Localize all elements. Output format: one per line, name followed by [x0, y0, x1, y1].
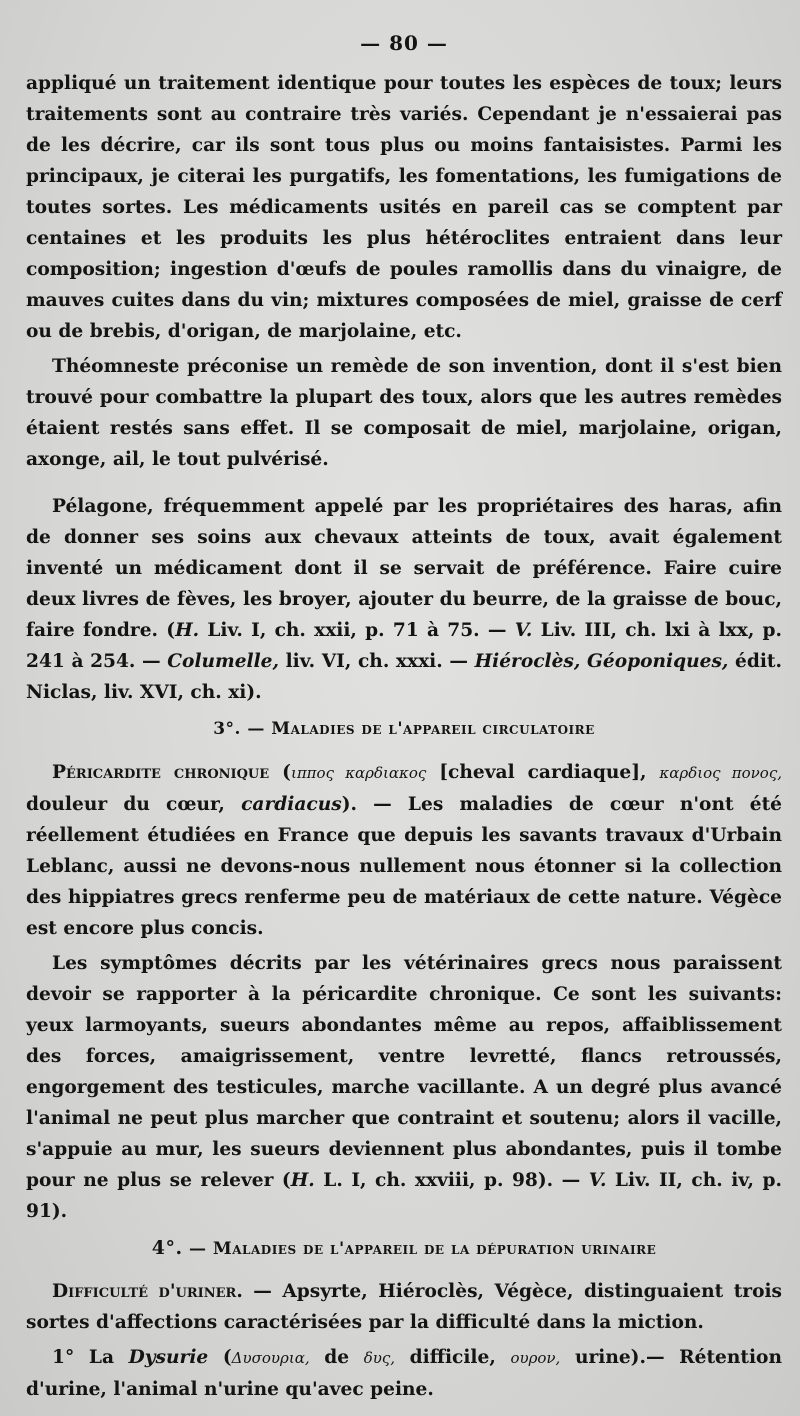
paragraph-pericarditis: Péricardite chronique (ιππος καρδιακος [cheval cardiaque], καρδιος πονος, douleur du cœur, cardiacus). — Les maladies de cœur n'ont été réellement étudiées en France que depuis les savants travaux d'Urbain Leblanc, aussi ne devons-nous nullement nous étonner si la collection des hippiatres grecs renferme peu de matériaux de cette nature. Végèce est encore plus concis.: [26, 762, 783, 939]
section-number: 3°.: [213, 719, 241, 739]
section-number: 4°.: [151, 1237, 183, 1259]
greek-term: καρδιος πονος,: [659, 764, 782, 782]
pelagone-ref-1: Liv. I, ch. xxii, p. 71 à 75. —: [199, 620, 515, 641]
greek-term: δυς,: [363, 1349, 396, 1367]
pelagone-ref-3: liv. VI, ch. xxxi. —: [278, 651, 475, 672]
section-heading-urinary: 4°. — Maladies de l'appareil de la dépuration urinaire: [151, 1237, 657, 1259]
term-pericarditis: Péricardite chronique: [52, 762, 270, 783]
paragraph-theomneste: Théomneste préconise un remède de son invention, dont il s'est bien trouvé pour combattre la plupart des toux, alors que les autres remèdes étaient restés sans effet. Il se composait de miel, marjolaine, origan, axonge, ail, le tout pulvérisé.: [26, 356, 782, 470]
term-difficulty-urinating: Difficulté d'uriner.: [52, 1281, 243, 1302]
pelagone-ref-4: édit. Niclas, liv. XVI, ch. xi).: [26, 651, 782, 703]
term-dysuria: Dysurie: [128, 1347, 209, 1368]
greek-term: ιππος καρδιακος: [290, 764, 427, 782]
ref-hierocles: Hiéroclès, Géoponiques,: [474, 651, 729, 672]
document-page: [26, 28, 782, 1405]
paragraph-difficulty-urinating: Difficulté d'uriner. — Apsyrte, Hiéroclès, Végèce, distinguaient trois sortes d'affections caractérisées par la difficulté dans la miction.: [26, 1281, 783, 1333]
section-title: Maladies de l'appareil de la dépuration urinaire: [212, 1239, 657, 1259]
page-number: — 80 —: [360, 31, 448, 55]
greek-term: ουρον,: [510, 1349, 561, 1367]
pelagone-ref-2: Liv. III, ch. lxi à lxx, p. 241 à 254. —: [26, 620, 783, 672]
latin-term: cardiacus: [241, 794, 342, 815]
paragraph-symptoms: Les symptômes décrits par les vétérinaires grecs nous paraissent devoir se rapporter à la péricardite chronique. Ce sont les suivants: yeux larmoyants, sueurs abondantes même au repos, affaiblissement des forces, amaigrissement, ventre levretté, flancs retroussés, engorgement des testicules, marche vacillante. A un degré plus avancé l'animal ne peut plus marcher que contraint et soutenu; alors il vacille, s'appuie au mur, les sueurs deviennent plus abondantes, puis il tombe pour ne plus se relever (H. L. I, ch. xxviii, p. 98). — V. Liv. II, ch. iv, p. 91).: [26, 953, 783, 1222]
section-heading-circulatory: 3°. — Maladies de l'appareil circulatoire: [213, 719, 595, 739]
ref-columelle: Columelle,: [167, 651, 279, 672]
ref-vegece: V.: [588, 1170, 607, 1191]
ref-vegece: V.: [514, 620, 533, 641]
paragraph-pelagone: [26, 491, 782, 708]
paragraph-dysuria: 1° La Dysurie (Δυσουρια, de δυς, difficile, ουρον, urine).— Rétention d'urine, l'animal n'urine qu'avec peine.: [26, 1347, 782, 1400]
ref-hippiatrica: H.: [290, 1170, 315, 1191]
ref-hippiatrica: H.: [175, 620, 200, 641]
section-title: Maladies de l'appareil circulatoire: [271, 719, 595, 739]
greek-term: Δυσουρια,: [231, 1349, 310, 1367]
pelagone-text: Pélagone, fréquemment appelé par les propriétaires des haras, afin de donner ses soins aux chevaux atteints de toux, avait également inventé un médicament dont il se servait de préférence. Faire cuire deux livres de fèves, les broyer, ajouter du beurre, de la graisse de bouc, faire fondre. (: [26, 496, 782, 641]
paragraph-cough-treatments: appliqué un traitement identique pour toutes les espèces de toux; leurs traitements sont au contraire très variés. Cependant je n'essaierai pas de les décrire, car ils sont tous plus ou moins fantaisistes. Parmi les principaux, je citerai les purgatifs, les fomentations, les fumigations de toutes sortes. Les médicaments usités en pareil cas se comptent par centaines et les produits les plus hétéroclites entraient dans leur composition; ingestion d'œufs de poules ramollis dans du vinaigre, de mauves cuites dans du vin; mixtures composées de miel, graisse de cerf ou de brebis, d'origan, de marjolaine, etc.: [26, 73, 782, 342]
